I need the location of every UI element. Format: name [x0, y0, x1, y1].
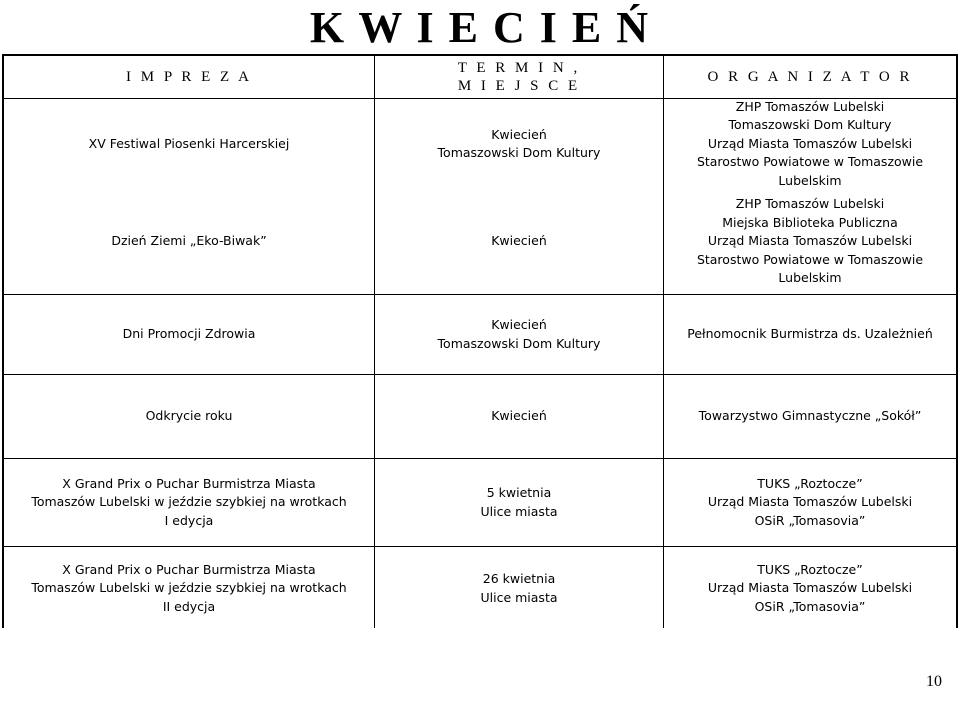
header-place-label: M I E J S C E — [457, 78, 581, 94]
organizer-cell-line: ZHP Tomaszów Lubelski — [735, 196, 885, 212]
organizer-cell — [664, 99, 956, 189]
term-cell-line: Kwiecień — [491, 126, 547, 142]
event-cell — [4, 547, 374, 630]
organizer-cell-line: Tomaszowski Dom Kultury — [728, 117, 892, 133]
page-title: K W I E C I E Ń — [309, 3, 651, 52]
organizer-cell-line: Miejska Biblioteka Publiczna — [722, 214, 898, 230]
term-cell — [375, 375, 663, 458]
term-cell-line: Ulice miasta — [480, 503, 558, 519]
organizer-cell-line: Lubelskim — [778, 172, 842, 188]
header-organizer-label: O R G A N I Z A T O R — [707, 69, 913, 85]
organizer-cell-line: Towarzystwo Gimnastyczne „Sokół” — [698, 408, 922, 424]
event-cell-line: X Grand Prix o Puchar Burmistrza Miasta — [62, 561, 316, 577]
event-cell — [4, 459, 374, 546]
organizer-cell-line: Urząd Miasta Tomaszów Lubelski — [707, 494, 913, 510]
organizer-cell-line: Lubelskim — [778, 270, 842, 286]
event-cell — [4, 99, 374, 189]
organizer-cell-line: OSiR „Tomasovia” — [754, 512, 866, 528]
organizer-cell-line: TUKS „Roztocze” — [757, 561, 863, 577]
organizer-cell — [664, 547, 956, 630]
term-cell — [375, 295, 663, 374]
organizer-cell — [664, 189, 956, 294]
header-event-label: I M P R E Z A — [126, 69, 252, 85]
term-cell-line: Tomaszowski Dom Kultury — [437, 145, 601, 160]
term-cell — [375, 459, 663, 546]
event-cell-line: Odkrycie roku — [145, 408, 233, 424]
header-term-label: T E R M I N , — [457, 60, 581, 76]
term-cell-line: Tomaszowski Dom Kultury — [437, 335, 601, 351]
organizer-cell-line: Urząd Miasta Tomaszów Lubelski — [707, 580, 913, 596]
term-cell-line: Kwiecień — [491, 317, 547, 332]
term-cell-line: Kwiecień — [491, 233, 547, 249]
organizer-cell — [664, 459, 956, 546]
event-cell-line: Tomaszów Lubelski w jeździe szybkiej na wrotkach — [31, 580, 347, 596]
organizer-cell-line: Starostwo Powiatowe w Tomaszowie — [696, 251, 924, 267]
event-cell-line: I edycja — [164, 512, 214, 528]
term-cell-line: Kwiecień — [491, 408, 547, 424]
event-cell-line: XV Festiwal Piosenki Harcerskiej — [88, 135, 290, 151]
term-cell-line: 26 kwietnia — [482, 571, 556, 586]
term-cell — [375, 99, 663, 189]
event-cell-line: Dzień Ziemi „Eko-Biwak” — [111, 233, 267, 249]
organizer-cell-line: Urząd Miasta Tomaszów Lubelski — [707, 135, 913, 151]
organizer-cell — [664, 375, 956, 458]
organizer-cell-line: Starostwo Powiatowe w Tomaszowie — [696, 154, 924, 170]
organizer-cell — [664, 295, 956, 374]
event-cell-line: Dni Promocji Zdrowia — [122, 326, 256, 342]
event-cell-line: X Grand Prix o Puchar Burmistrza Miasta — [62, 475, 316, 491]
event-table — [2, 54, 958, 628]
header-term — [375, 56, 663, 98]
page-number: 10 — [926, 673, 942, 690]
header-event — [4, 56, 374, 98]
event-cell-line: Tomaszów Lubelski w jeździe szybkiej na wrotkach — [31, 494, 347, 510]
term-cell-line: 5 kwietnia — [486, 485, 552, 500]
term-cell — [375, 189, 663, 294]
organizer-cell-line: TUKS „Roztocze” — [757, 475, 863, 491]
organizer-cell-line: Urząd Miasta Tomaszów Lubelski — [707, 233, 913, 249]
event-cell-line: II edycja — [162, 598, 216, 614]
event-cell — [4, 189, 374, 294]
organizer-cell-line: OSiR „Tomasovia” — [754, 598, 866, 614]
term-cell-line: Ulice miasta — [480, 589, 558, 605]
header-organizer — [664, 56, 956, 98]
term-cell — [375, 547, 663, 630]
event-cell — [4, 295, 374, 374]
organizer-cell-line: Pełnomocnik Burmistrza ds. Uzależnień — [687, 326, 933, 342]
event-cell — [4, 375, 374, 458]
organizer-cell-line: ZHP Tomaszów Lubelski — [735, 98, 885, 114]
